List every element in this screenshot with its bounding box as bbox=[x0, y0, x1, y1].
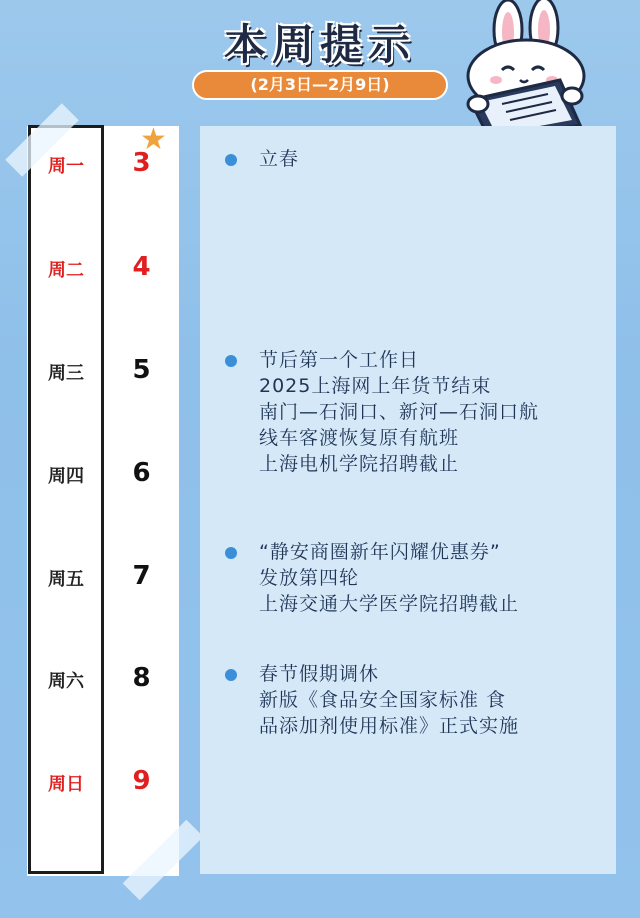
event-item bbox=[225, 347, 539, 477]
weekday-label: 周三 bbox=[48, 363, 84, 384]
page-title: 本周提示 bbox=[223, 20, 416, 69]
date-number: 8 bbox=[132, 663, 151, 693]
date-number: 6 bbox=[132, 458, 151, 488]
bullet-icon bbox=[225, 154, 237, 166]
event-text: 节后第一个工作日 bbox=[259, 349, 420, 371]
star-icon: ★ bbox=[140, 122, 167, 157]
bunny-mascot bbox=[440, 0, 640, 140]
event-text: 上海电机学院招聘截止 bbox=[259, 453, 460, 475]
event-text: 线车客渡恢复原有航班 bbox=[259, 427, 460, 449]
bullet-icon bbox=[225, 669, 237, 681]
bullet-icon bbox=[225, 355, 237, 367]
date-number: 5 bbox=[132, 355, 151, 385]
event-text: 品添加剂使用标准》正式实施 bbox=[259, 715, 520, 737]
event-item bbox=[225, 661, 519, 739]
weekday-label: 周五 bbox=[48, 569, 84, 590]
event-item bbox=[225, 146, 299, 172]
date-number: 9 bbox=[132, 766, 151, 796]
bullet-icon bbox=[225, 547, 237, 559]
event-text: 立春 bbox=[259, 148, 300, 170]
events-panel bbox=[200, 126, 616, 874]
event-text: 新版《食品安全国家标准 食 bbox=[259, 689, 507, 711]
event-text: 2025上海网上年货节结束 bbox=[259, 375, 492, 397]
event-text: 春节假期调休 bbox=[259, 663, 380, 685]
event-text: 发放第四轮 bbox=[259, 567, 360, 589]
weekday-label: 周日 bbox=[48, 774, 84, 795]
date-number: 7 bbox=[132, 561, 151, 591]
event-item bbox=[225, 539, 519, 617]
event-text: 上海交通大学医学院招聘截止 bbox=[259, 593, 520, 615]
event-text: “静安商圈新年闪耀优惠券” bbox=[259, 541, 501, 563]
weekday-label: 周一 bbox=[48, 156, 84, 177]
weekday-label: 周四 bbox=[48, 466, 84, 487]
event-text: 南门—石洞口、新河—石洞口航 bbox=[259, 401, 540, 423]
date-number: 4 bbox=[132, 252, 151, 282]
weekday-frame bbox=[28, 125, 104, 874]
date-range-badge: (2月3日—2月9日) bbox=[192, 70, 448, 100]
weekday-label: 周六 bbox=[48, 671, 84, 692]
date-number: 3 bbox=[132, 148, 151, 178]
weekday-label: 周二 bbox=[48, 260, 84, 281]
